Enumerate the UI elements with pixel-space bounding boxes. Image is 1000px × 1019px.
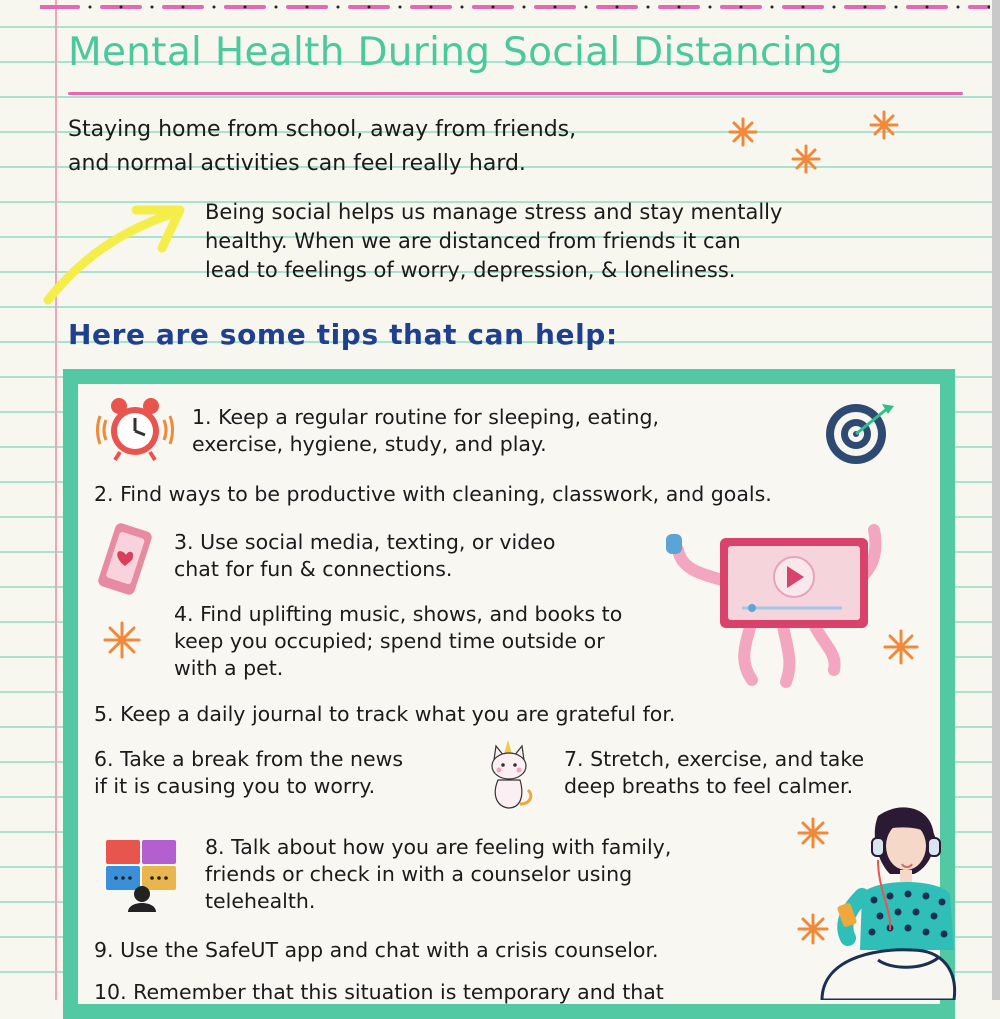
context-line: lead to feelings of worry, depression, & loneliness. bbox=[205, 258, 736, 282]
video-screen-character-icon bbox=[662, 520, 887, 690]
tip-line: if it is causing you to worry. bbox=[94, 774, 376, 798]
sparkle-icon bbox=[727, 116, 759, 148]
tip-1 bbox=[192, 404, 659, 458]
notebook-margin-line bbox=[55, 0, 57, 1000]
target-icon bbox=[822, 400, 896, 468]
tip-8 bbox=[205, 834, 671, 915]
tip-line: 10. Remember that this situation is temporary and that bbox=[94, 980, 664, 1004]
tip-2 bbox=[94, 481, 772, 508]
sparkle-icon bbox=[796, 816, 830, 850]
page-title: Mental Health During Social Distancing bbox=[68, 30, 844, 75]
tip-line: friends or check in with a counselor using bbox=[205, 862, 633, 886]
tip-line: 7. Stretch, exercise, and take bbox=[564, 747, 865, 771]
sparkle-icon bbox=[790, 143, 822, 175]
tip-3 bbox=[174, 529, 555, 583]
tip-line: exercise, hygiene, study, and play. bbox=[192, 432, 547, 456]
intro-text bbox=[68, 113, 576, 181]
tip-line: keep you occupied; spend time outside or bbox=[174, 629, 605, 653]
tip-line: 8. Talk about how you are feeling with family, bbox=[205, 835, 672, 859]
tips-heading: Here are some tips that can help: bbox=[68, 318, 618, 351]
tip-line: 6. Take a break from the news bbox=[94, 747, 404, 771]
arrow-doodle-icon bbox=[40, 200, 190, 310]
context-line: healthy. When we are distanced from friends it can bbox=[205, 229, 741, 253]
tip-line: 1. Keep a regular routine for sleeping, eating, bbox=[192, 405, 659, 429]
tip-line: chat for fun & connections. bbox=[174, 557, 453, 581]
context-paragraph bbox=[205, 198, 782, 285]
tip-line: telehealth. bbox=[205, 889, 316, 913]
dashed-border-decoration bbox=[40, 0, 990, 14]
title-underline bbox=[68, 92, 963, 95]
tip-5 bbox=[94, 701, 675, 728]
tip-line: 9. Use the SafeUT app and chat with a crisis counselor. bbox=[94, 938, 659, 962]
alarm-clock-icon bbox=[94, 396, 176, 464]
sparkle-icon bbox=[882, 628, 920, 666]
tip-7 bbox=[564, 746, 864, 800]
page-edge bbox=[992, 0, 1000, 1000]
tip-line: deep breaths to feel calmer. bbox=[564, 774, 854, 798]
tip-10 bbox=[94, 979, 664, 1006]
tip-line: with a pet. bbox=[174, 656, 284, 680]
context-line: Being social helps us manage stress and stay mentally bbox=[205, 200, 783, 224]
video-call-grid-icon bbox=[104, 838, 180, 914]
sparkle-icon bbox=[796, 912, 830, 946]
tip-line: 5. Keep a daily journal to track what you are grateful for. bbox=[94, 702, 676, 726]
phone-heart-icon bbox=[92, 522, 156, 598]
tip-6 bbox=[94, 746, 403, 800]
tip-9 bbox=[94, 937, 659, 964]
cat-unicorn-icon bbox=[482, 738, 538, 812]
tip-line: 4. Find uplifting music, shows, and books to bbox=[174, 602, 623, 626]
tip-4 bbox=[174, 601, 622, 682]
sparkle-icon bbox=[102, 620, 142, 660]
intro-line: and normal activities can feel really hard. bbox=[68, 151, 526, 176]
tip-line: 2. Find ways to be productive with cleaning, classwork, and goals. bbox=[94, 482, 772, 506]
intro-line: Staying home from school, away from friends, bbox=[68, 117, 577, 142]
tip-line: 3. Use social media, texting, or video bbox=[174, 530, 556, 554]
sparkle-icon bbox=[868, 109, 900, 141]
